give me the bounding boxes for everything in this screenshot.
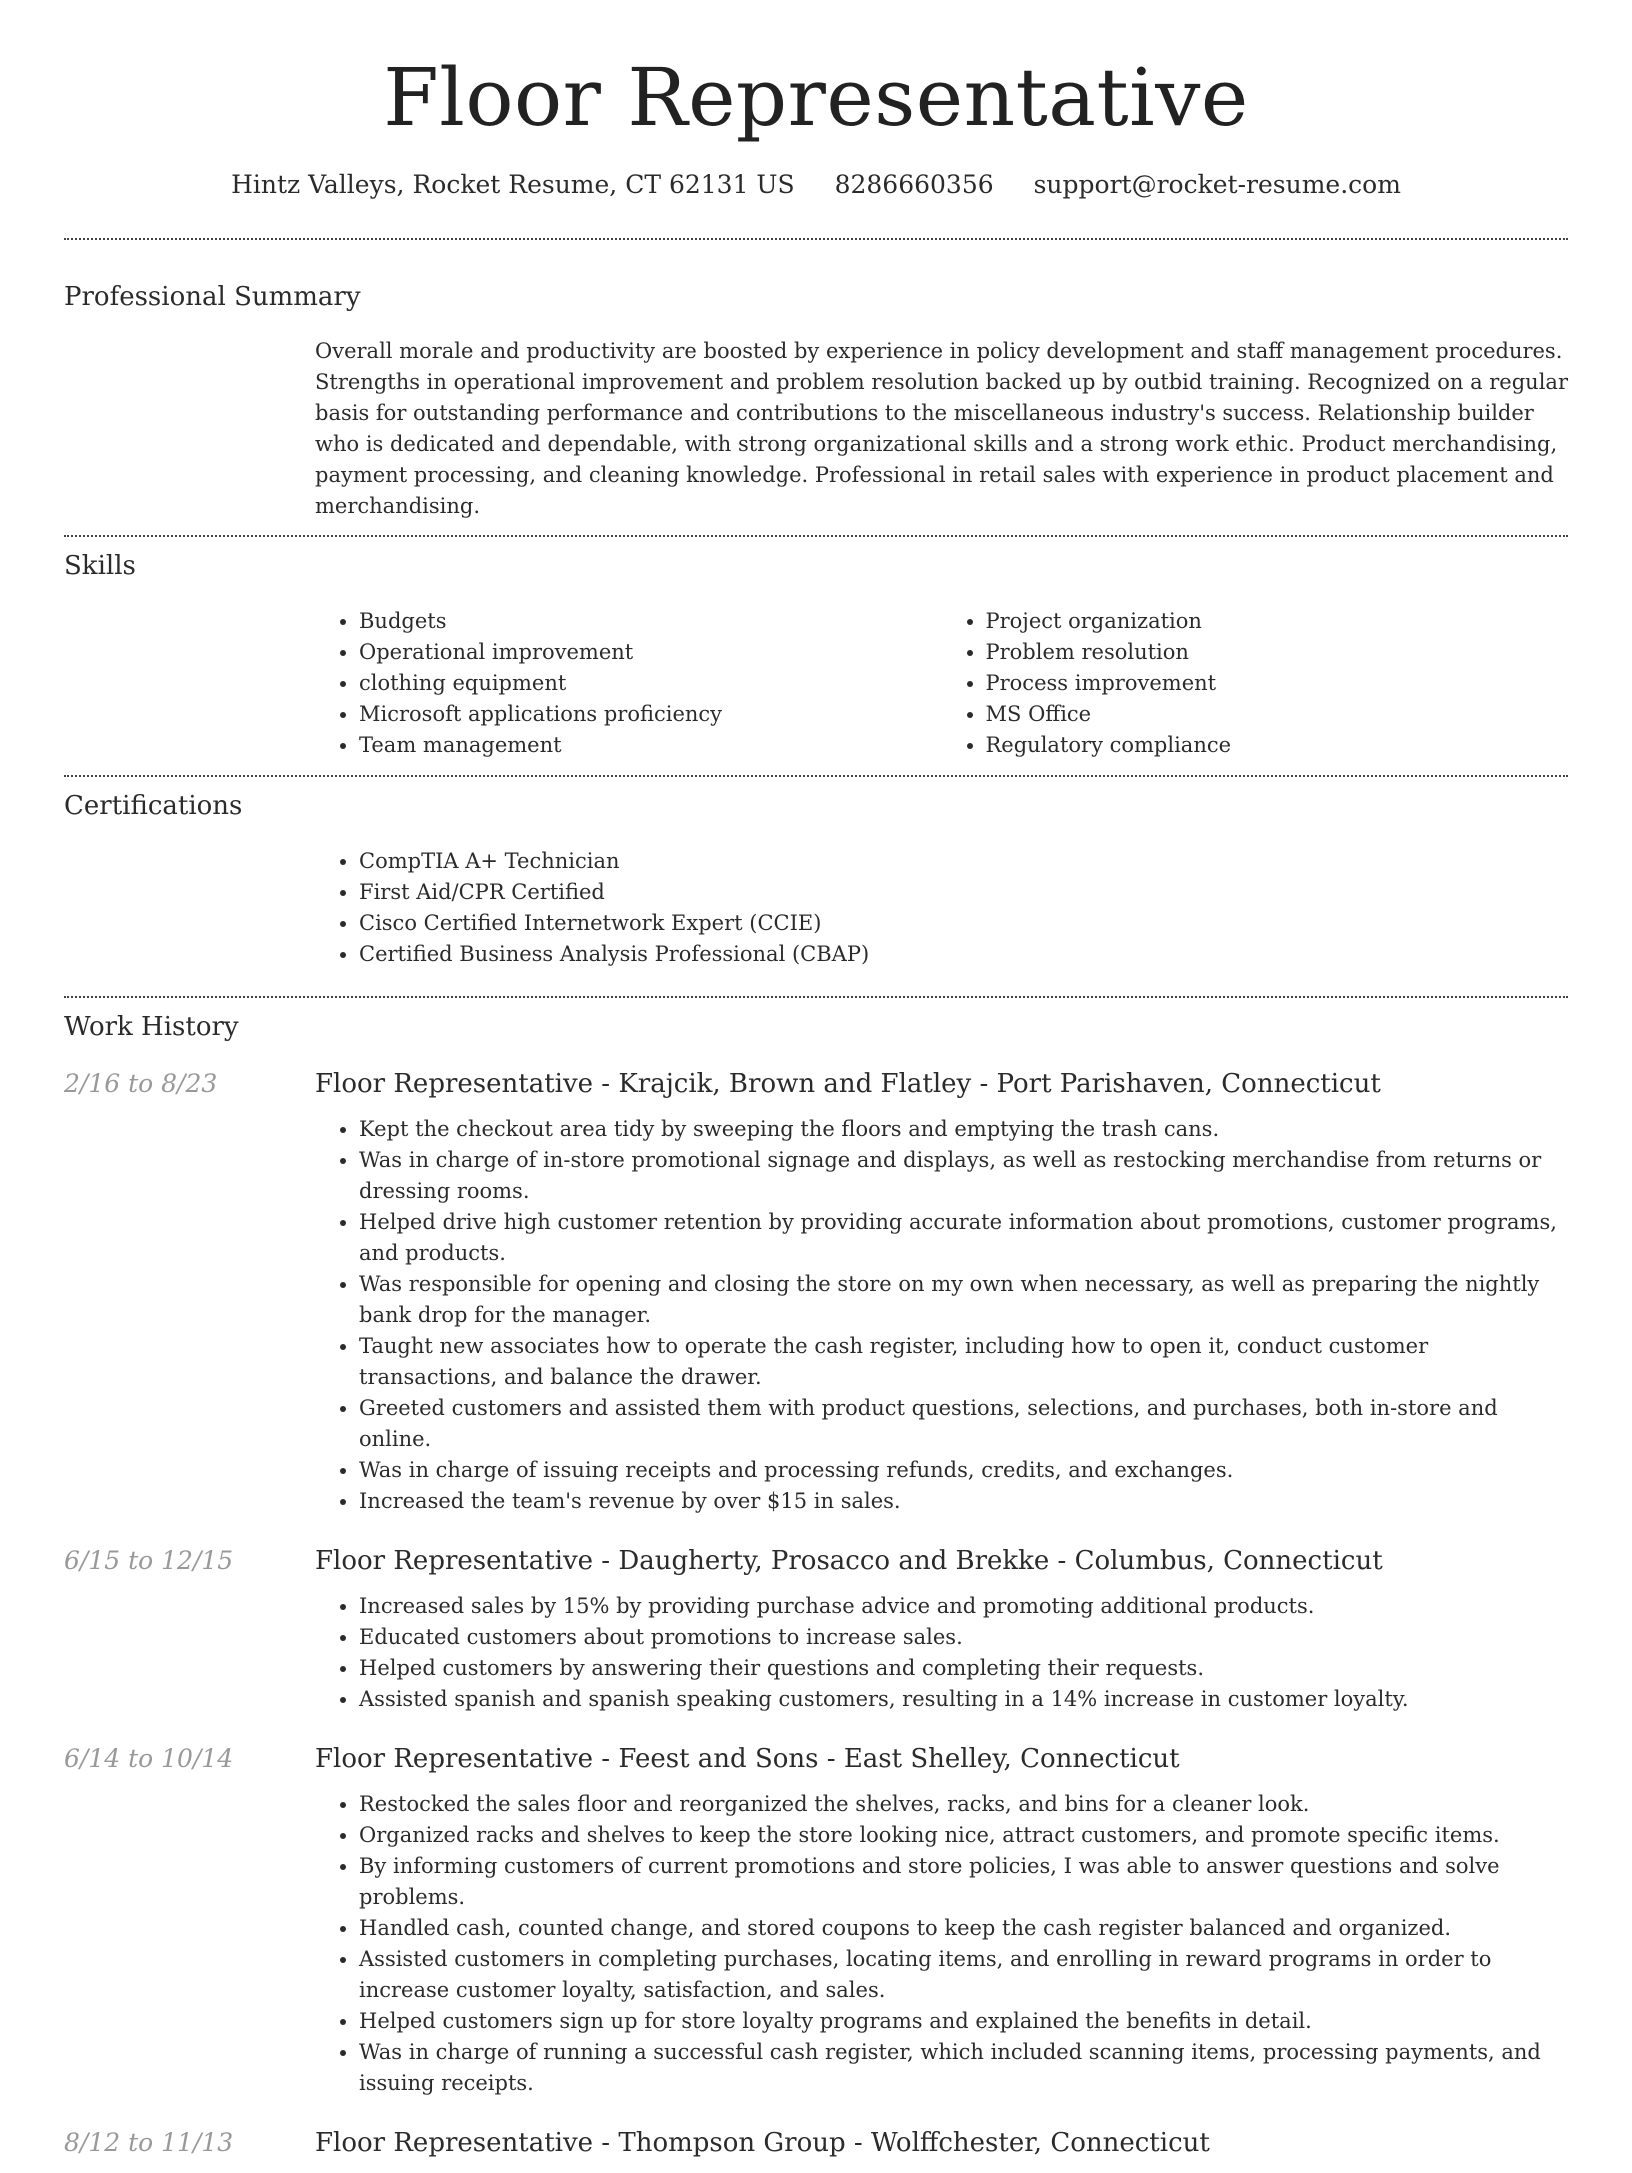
summary-section bbox=[315, 336, 1568, 522]
job-bullet: • Assisted spanish and spanish speaking customers, resulting in a 14% increase in customer loyalty. bbox=[359, 1684, 1568, 1715]
skill-item: • Problem resolution bbox=[986, 637, 1569, 668]
job-entry bbox=[64, 1743, 1568, 2099]
job-body bbox=[315, 1545, 1568, 1715]
job-title: Floor Representative - Thompson Group - Wolffchester, Connecticut bbox=[315, 2128, 1210, 2158]
job-bullet: • Handled cash, counted change, and stored coupons to keep the cash register balanced and organized. bbox=[359, 1913, 1568, 1944]
skill-item: • MS Office bbox=[986, 699, 1569, 730]
job-entry bbox=[64, 1545, 1568, 1715]
skill-item: • Budgets bbox=[359, 606, 942, 637]
job-bullet: • Was in charge of issuing receipts and processing refunds, credits, and exchanges. bbox=[359, 1455, 1568, 1486]
job-title: Floor Representative - Daugherty, Prosacco and Brekke - Columbus, Connecticut bbox=[315, 1546, 1383, 1576]
job-bullet: • Greeted customers and assisted them with product questions, selections, and purchases, both in-store and online. bbox=[359, 1393, 1568, 1455]
job-entry bbox=[64, 1068, 1568, 1517]
job-body bbox=[315, 1743, 1568, 2099]
certifications-list bbox=[315, 846, 1568, 970]
job-bullet: • Taught new associates how to operate the cash register, including how to open it, conduct customer transactions, and balance the drawer. bbox=[359, 1331, 1568, 1393]
job-bullet: • Organized racks and shelves to keep the store looking nice, attract customers, and promote specific items. bbox=[359, 1820, 1568, 1851]
summary-text: Overall morale and productivity are boosted by experience in policy development and staff management procedures. Strengths in operational improvement and problem resolution backed up by outbid training. Recognized on a regular basis for outstanding performance and contributions to the miscellaneous industry's success. Relationship builder who is dedicated and dependable, with strong organizational skills and a strong work ethic. Product merchandising, payment processing, and cleaning knowledge. Professional in retail sales with experience in product placement and merchandising. bbox=[315, 339, 1568, 518]
job-bullet: • Was responsible for opening and closing the store on my own when necessary, as well as preparing the nightly bank drop for the manager. bbox=[359, 1269, 1568, 1331]
skill-item: • Microsoft applications proficiency bbox=[359, 699, 942, 730]
job-bullet: • Assisted customers in completing purchases, locating items, and enrolling in reward programs in order to increase customer loyalty, satisfaction, and sales. bbox=[359, 1944, 1568, 2006]
job-bullet: • Was in charge of running a successful cash register, which included scanning items, processing payments, and issuing receipts. bbox=[359, 2037, 1568, 2099]
certification-item: • CompTIA A+ Technician bbox=[359, 846, 1568, 877]
section-divider bbox=[64, 996, 1568, 998]
skills-section bbox=[315, 606, 1568, 761]
section-divider bbox=[64, 238, 1568, 240]
job-title: Floor Representative - Feest and Sons - East Shelley, Connecticut bbox=[315, 1744, 1180, 1774]
candidate-name: Floor Representative bbox=[383, 51, 1249, 144]
skill-item: • Operational improvement bbox=[359, 637, 942, 668]
job-entry bbox=[64, 2127, 1568, 2173]
skills-list-left bbox=[315, 606, 942, 761]
certification-item: • First Aid/CPR Certified bbox=[359, 877, 1568, 908]
job-bullet: • Increased the team's revenue by over $15 in sales. bbox=[359, 1486, 1568, 1517]
job-bullet: • Increased sales by 15% by providing purchase advice and promoting additional products. bbox=[359, 1591, 1568, 1622]
job-bullet: • Restocked the sales floor and reorganized the shelves, racks, and bins for a cleaner look. bbox=[359, 1789, 1568, 1820]
certifications-heading: Certifications bbox=[64, 791, 243, 821]
job-dates: 6/14 to 10/14 bbox=[64, 1744, 234, 1773]
job-bullets bbox=[315, 1789, 1568, 2099]
section-divider bbox=[64, 535, 1568, 537]
job-bullet: • Helped drive high customer retention by providing accurate information about promotions, customer programs, and products. bbox=[359, 1207, 1568, 1269]
work-history-heading: Work History bbox=[64, 1012, 239, 1042]
certification-item: • Certified Business Analysis Professional (CBAP) bbox=[359, 939, 1568, 970]
certifications-section bbox=[315, 846, 1568, 970]
job-bullet: • Helped customers sign up for store loyalty programs and explained the benefits in detail. bbox=[359, 2006, 1568, 2037]
skill-item: • Team management bbox=[359, 730, 942, 761]
job-bullet: • Kept the checkout area tidy by sweeping the floors and emptying the trash cans. bbox=[359, 1114, 1568, 1145]
job-title: Floor Representative - Krajcik, Brown and Flatley - Port Parishaven, Connecticut bbox=[315, 1069, 1381, 1099]
job-dates: 2/16 to 8/23 bbox=[64, 1069, 218, 1098]
job-dates: 6/15 to 12/15 bbox=[64, 1546, 234, 1575]
job-bullet: • Educated customers about promotions to increase sales. bbox=[359, 1622, 1568, 1653]
resume-page bbox=[64, 0, 1568, 2173]
job-bullet: • By informing customers of current promotions and store policies, I was able to answer questions and solve problems. bbox=[359, 1851, 1568, 1913]
skills-heading: Skills bbox=[64, 551, 136, 581]
job-body bbox=[315, 2127, 1568, 2173]
job-body bbox=[315, 1068, 1568, 1517]
skill-item: • Project organization bbox=[986, 606, 1569, 637]
phone-text: 8286660356 bbox=[834, 170, 994, 199]
skill-item: • Regulatory compliance bbox=[986, 730, 1569, 761]
certification-item: • Cisco Certified Internetwork Expert (CCIE) bbox=[359, 908, 1568, 939]
contact-line bbox=[64, 168, 1568, 202]
job-bullet: • Helped customers by answering their questions and completing their requests. bbox=[359, 1653, 1568, 1684]
skills-list-right bbox=[942, 606, 1569, 761]
job-bullets bbox=[315, 1114, 1568, 1517]
summary-heading: Professional Summary bbox=[64, 282, 361, 312]
job-dates: 8/12 to 11/13 bbox=[64, 2128, 234, 2157]
section-divider bbox=[64, 775, 1568, 777]
job-bullet: • Was in charge of in-store promotional signage and displays, as well as restocking merchandise from returns or dressing rooms. bbox=[359, 1145, 1568, 1207]
skill-item: • Process improvement bbox=[986, 668, 1569, 699]
email-link[interactable]: support@rocket-resume.com bbox=[1033, 170, 1401, 199]
job-bullets bbox=[315, 1591, 1568, 1715]
address-text: Hintz Valleys, Rocket Resume, CT 62131 US bbox=[231, 170, 795, 199]
skill-item: • clothing equipment bbox=[359, 668, 942, 699]
